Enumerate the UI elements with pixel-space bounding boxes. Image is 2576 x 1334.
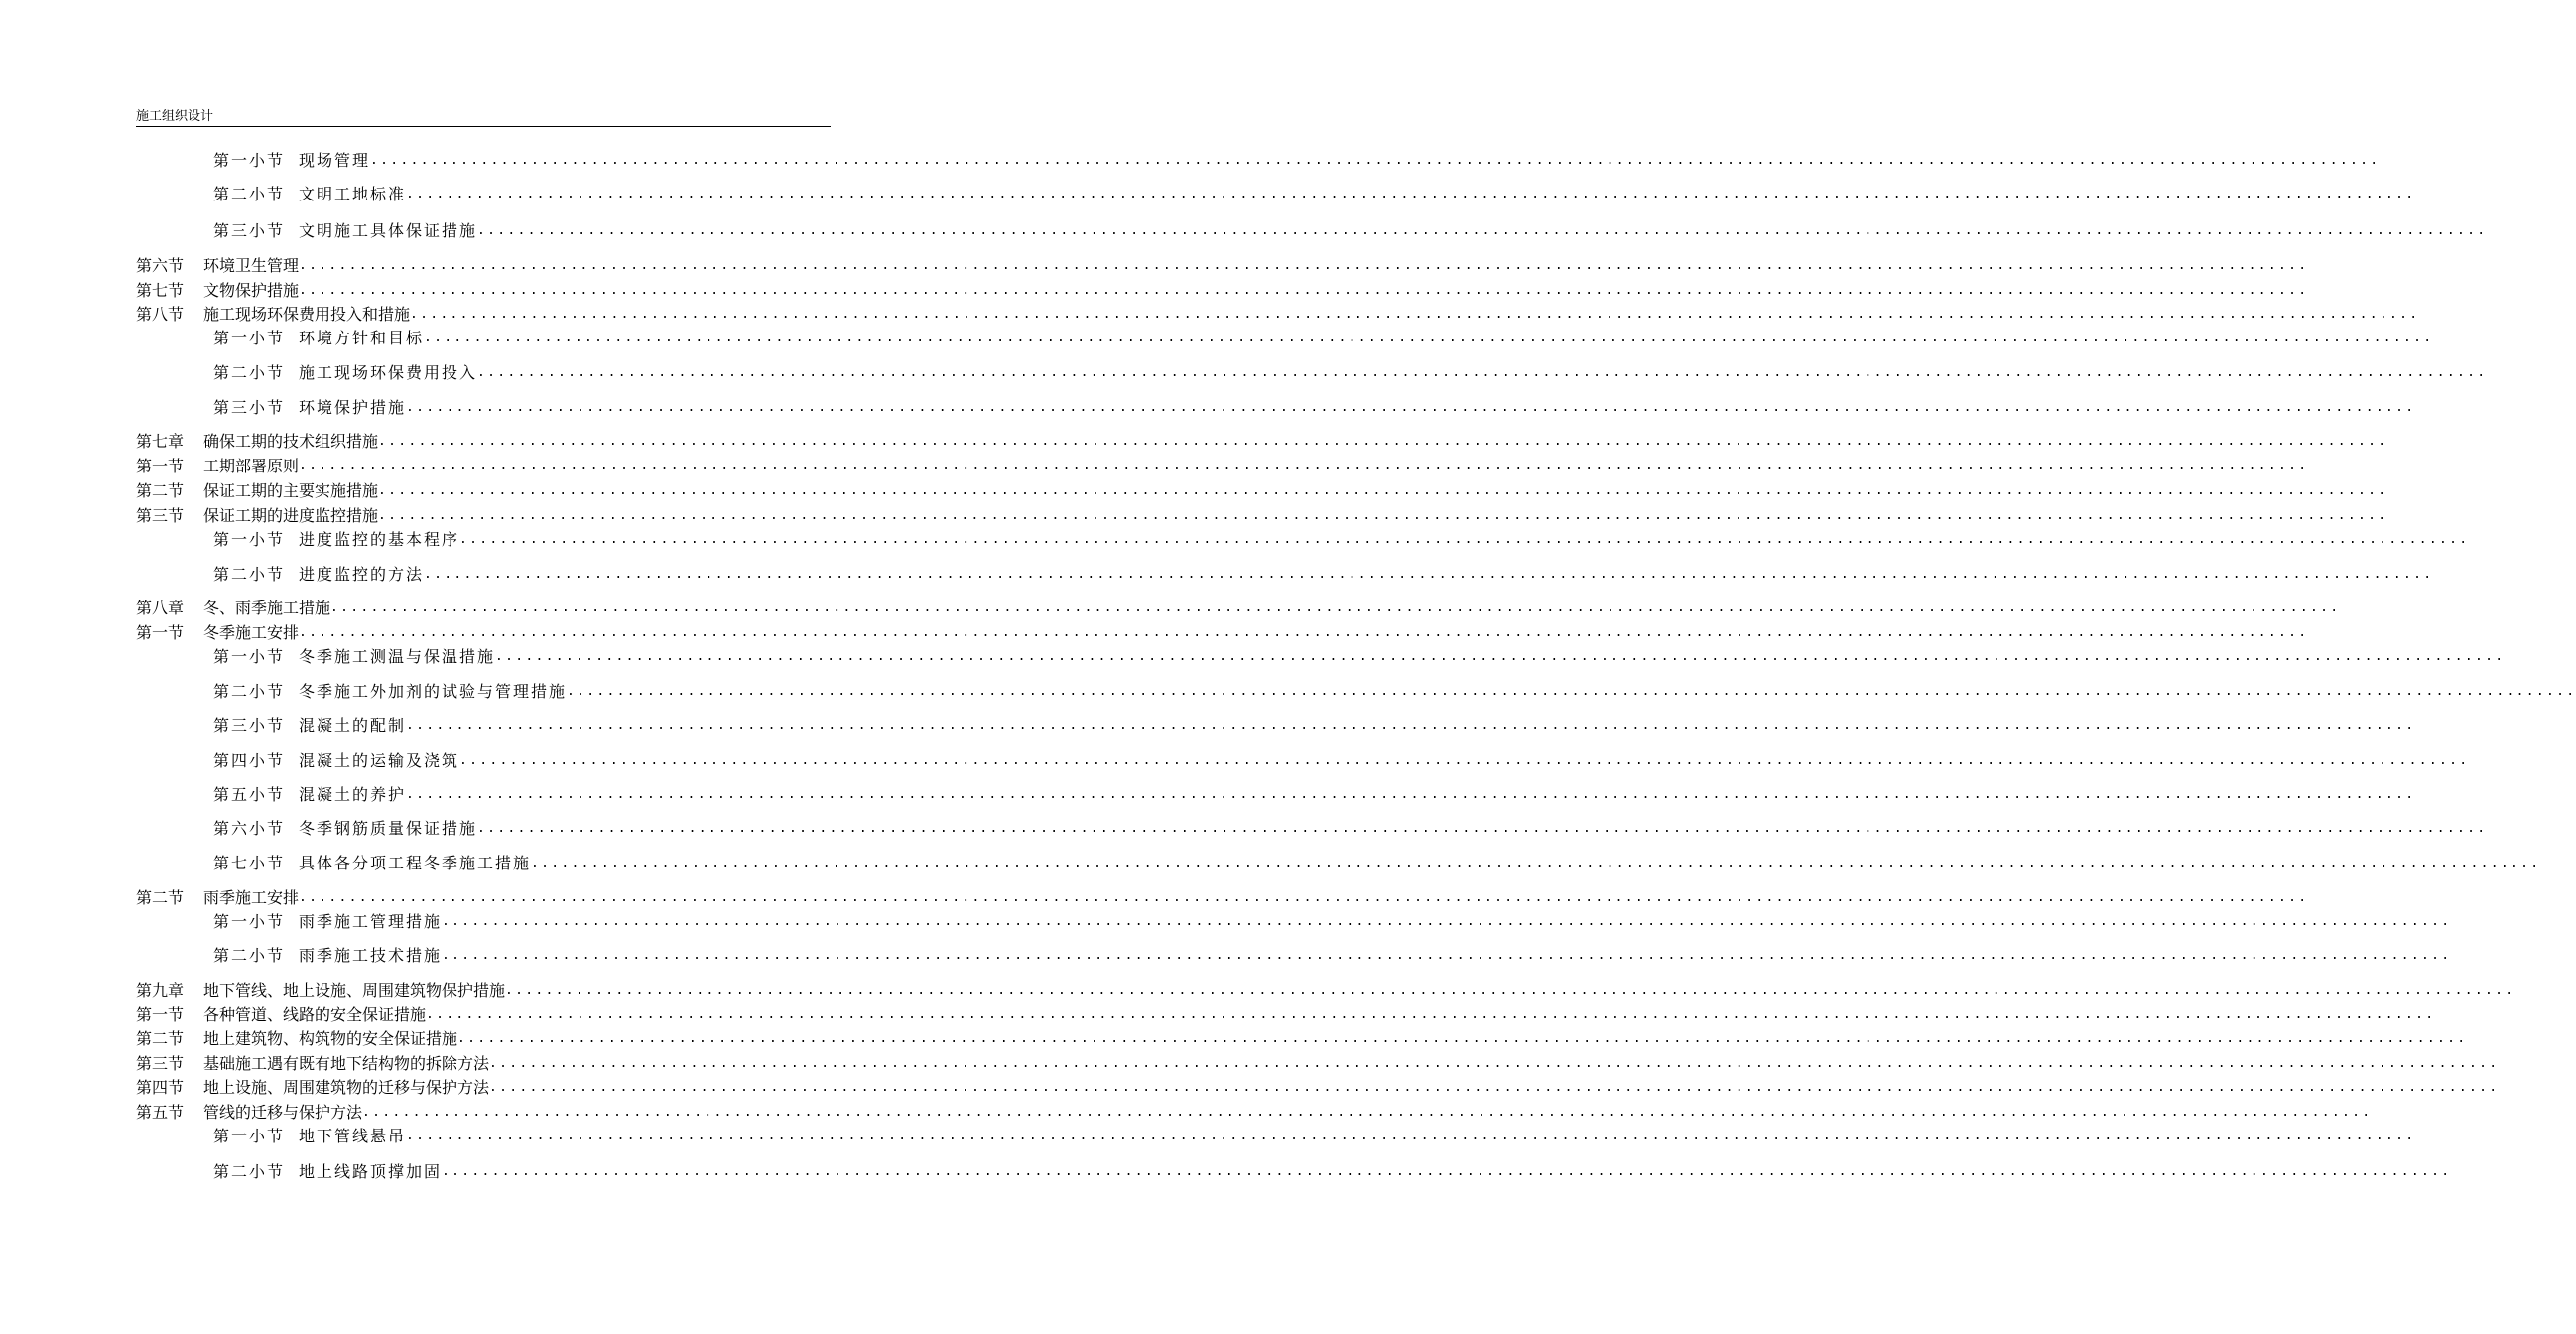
toc-entry-title: 保证工期的主要实施措施 — [203, 481, 379, 500]
toc-leader-dots: ........................................................................................................................................................................................................ — [378, 508, 2388, 523]
toc-entry — [213, 563, 2434, 585]
toc-entry-title: 冬季施工外加剂的试验与管理措施 — [299, 682, 568, 701]
toc-entry-number: 第一节 — [136, 457, 185, 475]
toc-entry — [213, 327, 2434, 348]
toc-entry — [213, 910, 2452, 932]
toc-entry — [213, 1125, 2416, 1146]
toc-entry — [136, 621, 2309, 643]
toc-entry-title: 雨季施工技术措施 — [299, 946, 443, 965]
toc-entry-number: 第一小节 — [213, 912, 286, 931]
toc-entry-number: 第六小节 — [213, 819, 286, 838]
toc-entry-number: 第二小节 — [213, 682, 286, 701]
toc-entry — [136, 1003, 2436, 1025]
toc-entry-title: 地下管线悬吊 — [299, 1127, 407, 1145]
toc-entry-number: 第六节 — [136, 256, 185, 275]
toc-entry-title: 雨季施工安排 — [203, 888, 300, 907]
toc-entry-number: 第一节 — [136, 1005, 185, 1024]
toc-entry-number: 第一小节 — [213, 647, 286, 666]
toc-leader-dots: ........................................................................................................................................................................................................ — [370, 153, 2381, 168]
toc-entry-number: 第七节 — [136, 281, 185, 300]
toc-entry — [213, 783, 2416, 805]
toc-entry-title: 工期部署原则 — [203, 457, 300, 475]
toc-entry — [213, 183, 2416, 204]
toc-leader-dots: ........................................................................................................................................................................................................ — [406, 787, 2416, 802]
toc-leader-dots: ........................................................................................................................................................................................................ — [410, 307, 2420, 322]
toc-leader-dots: ........................................................................................................................................................................................................ — [442, 1164, 2452, 1179]
toc-leader-dots: ........................................................................................................................................................................................................ — [505, 983, 2515, 998]
toc-entry-number: 第二小节 — [213, 1162, 286, 1181]
toc-entry-title: 文明工地标准 — [299, 185, 407, 203]
toc-entry-title: 施工现场环保费用投入和措施 — [203, 305, 411, 324]
toc-entry-number: 第三小节 — [213, 221, 286, 240]
toc-entry — [213, 396, 2416, 418]
toc-leader-dots: ........................................................................................................................................................................................................ — [531, 856, 2541, 870]
toc-entry-title: 管线的迁移与保护方法 — [203, 1103, 363, 1122]
toc-entry-title: 地上建筑物、构筑物的安全保证措施 — [203, 1029, 458, 1048]
toc-entry-number: 第二小节 — [213, 946, 286, 965]
toc-entry-title: 地上设施、周围建筑物的迁移与保护方法 — [203, 1078, 490, 1097]
toc-entry-title: 各种管道、线路的安全保证措施 — [203, 1005, 427, 1024]
toc-entry-number: 第九章 — [136, 981, 185, 1000]
toc-entry-number: 第四节 — [136, 1078, 185, 1097]
toc-leader-dots: ........................................................................................................................................................................................................ — [299, 625, 2309, 640]
toc-entry — [213, 361, 2488, 383]
toc-leader-dots: ........................................................................................................................................................................................................ — [477, 223, 2488, 238]
toc-entry — [136, 254, 2309, 276]
toc-entry-title: 地上线路顶撑加固 — [299, 1162, 443, 1181]
toc-entry-title: 环境方针和目标 — [299, 329, 425, 347]
toc-entry — [213, 852, 2541, 873]
toc-entry — [136, 430, 2388, 452]
toc-entry — [136, 303, 2420, 325]
toc-leader-dots: ........................................................................................................................................................................................................ — [567, 684, 2576, 699]
toc-leader-dots: ........................................................................................................................................................................................................ — [299, 459, 2309, 473]
toc-entry — [213, 817, 2488, 839]
toc-leader-dots: ........................................................................................................................................................................................................ — [489, 1056, 2500, 1071]
toc-entry-title: 环境卫生管理 — [203, 256, 300, 275]
toc-entry — [213, 219, 2488, 241]
toc-leader-dots: ........................................................................................................................................................................................................ — [362, 1105, 2373, 1120]
toc-leader-dots: ........................................................................................................................................................................................................ — [424, 331, 2434, 345]
toc-entry-title: 施工现场环保费用投入 — [299, 363, 478, 382]
toc-entry-title: 进度监控的基本程序 — [299, 530, 460, 549]
toc-leader-dots: ........................................................................................................................................................................................................ — [299, 890, 2309, 905]
toc-entry-title: 冬季钢筋质量保证措施 — [299, 819, 478, 838]
toc-leader-dots: ........................................................................................................................................................................................................ — [330, 600, 2341, 615]
toc-entry-title: 基础施工遇有既有地下结构物的拆除方法 — [203, 1054, 490, 1073]
toc-entry-number: 第三小节 — [213, 398, 286, 417]
toc-entry-title: 环境保护措施 — [299, 398, 407, 417]
toc-leader-dots: ........................................................................................................................................................................................................ — [424, 567, 2434, 582]
toc-entry — [136, 455, 2309, 476]
toc-entry-number: 第五小节 — [213, 785, 286, 804]
toc-entry-number: 第三小节 — [213, 716, 286, 734]
toc-entry-number: 第七小节 — [213, 854, 286, 872]
toc-entry — [136, 479, 2388, 501]
toc-entry-number: 第二节 — [136, 1029, 185, 1048]
toc-entry-title: 冬、雨季施工措施 — [203, 599, 331, 617]
toc-entry-title: 混凝土的养护 — [299, 785, 407, 804]
toc-entry — [136, 979, 2515, 1000]
toc-leader-dots: ........................................................................................................................................................................................................ — [406, 718, 2416, 733]
toc-entry-number: 第八章 — [136, 599, 185, 617]
toc-entry-title: 地下管线、地上设施、周围建筑物保护措施 — [203, 981, 506, 1000]
header-title: 施工组织设计 — [136, 109, 214, 124]
toc-entry — [213, 645, 2506, 667]
toc-entry — [136, 1052, 2500, 1074]
toc-entry — [213, 1160, 2452, 1182]
toc-leader-dots: ........................................................................................................................................................................................................ — [457, 1031, 2468, 1046]
toc-entry-title: 现场管理 — [299, 151, 371, 170]
toc-leader-dots: ........................................................................................................................................................................................................ — [378, 434, 2388, 449]
toc-leader-dots: ........................................................................................................................................................................................................ — [495, 649, 2506, 664]
toc-entry-title: 混凝土的配制 — [299, 716, 407, 734]
toc-entry-number: 第三节 — [136, 506, 185, 525]
toc-entry — [213, 714, 2416, 735]
toc-leader-dots: ........................................................................................................................................................................................................ — [426, 1007, 2436, 1022]
toc-entry — [213, 749, 2470, 771]
toc-entry — [136, 279, 2309, 301]
toc-entry-number: 第一节 — [136, 623, 185, 642]
toc-leader-dots: ........................................................................................................................................................................................................ — [442, 914, 2452, 929]
toc-entry-title: 具体各分项工程冬季施工措施 — [299, 854, 532, 872]
toc-entry-number: 第一小节 — [213, 329, 286, 347]
toc-leader-dots: ........................................................................................................................................................................................................ — [406, 1129, 2416, 1143]
toc-entry — [136, 886, 2309, 908]
toc-leader-dots: ........................................................................................................................................................................................................ — [299, 283, 2309, 298]
toc-entry — [136, 504, 2388, 526]
toc-entry-number: 第八节 — [136, 305, 185, 324]
toc-entry-number: 第一小节 — [213, 530, 286, 549]
toc-leader-dots: ........................................................................................................................................................................................................ — [489, 1080, 2500, 1095]
toc-leader-dots: ........................................................................................................................................................................................................ — [299, 258, 2309, 273]
toc-entry-number: 第二小节 — [213, 185, 286, 203]
toc-entry-title: 进度监控的方法 — [299, 565, 425, 584]
toc-entry-number: 第七章 — [136, 432, 185, 451]
toc-entry-title: 文物保护措施 — [203, 281, 300, 300]
toc-entry — [136, 1101, 2373, 1123]
toc-entry-title: 保证工期的进度监控措施 — [203, 506, 379, 525]
toc-entry-number: 第一小节 — [213, 1127, 286, 1145]
toc-entry-number: 第四小节 — [213, 751, 286, 770]
toc-leader-dots: ........................................................................................................................................................................................................ — [442, 948, 2452, 963]
toc-entry — [213, 528, 2470, 550]
toc-leader-dots: ........................................................................................................................................................................................................ — [406, 400, 2416, 415]
toc-entry-number: 第五节 — [136, 1103, 185, 1122]
toc-entry — [213, 680, 2576, 702]
toc-leader-dots: ........................................................................................................................................................................................................ — [459, 753, 2470, 768]
toc-entry — [136, 1027, 2468, 1049]
toc-leader-dots: ........................................................................................................................................................................................................ — [477, 365, 2488, 380]
toc-leader-dots: ........................................................................................................................................................................................................ — [406, 187, 2416, 201]
toc-entry-number: 第二小节 — [213, 363, 286, 382]
toc-entry-title: 冬季施工测温与保温措施 — [299, 647, 496, 666]
toc-leader-dots: ........................................................................................................................................................................................................ — [459, 532, 2470, 547]
toc-entry-number: 第二小节 — [213, 565, 286, 584]
toc-entry-number: 第二节 — [136, 888, 185, 907]
toc-entry-number: 第二节 — [136, 481, 185, 500]
toc-entry-title: 混凝土的运输及浇筑 — [299, 751, 460, 770]
toc-entry — [136, 597, 2341, 618]
toc-entry-number: 第三节 — [136, 1054, 185, 1073]
toc-entry-title: 文明施工具体保证措施 — [299, 221, 478, 240]
toc-leader-dots: ........................................................................................................................................................................................................ — [378, 483, 2388, 498]
toc-entry-number: 第一小节 — [213, 151, 286, 170]
toc-entry-title: 雨季施工管理措施 — [299, 912, 443, 931]
toc-entry-title: 确保工期的技术组织措施 — [203, 432, 379, 451]
toc-entry — [136, 1076, 2500, 1098]
toc-entry — [213, 149, 2381, 171]
toc-entry-title: 冬季施工安排 — [203, 623, 300, 642]
toc-entry — [213, 944, 2452, 966]
toc-leader-dots: ........................................................................................................................................................................................................ — [477, 821, 2488, 836]
